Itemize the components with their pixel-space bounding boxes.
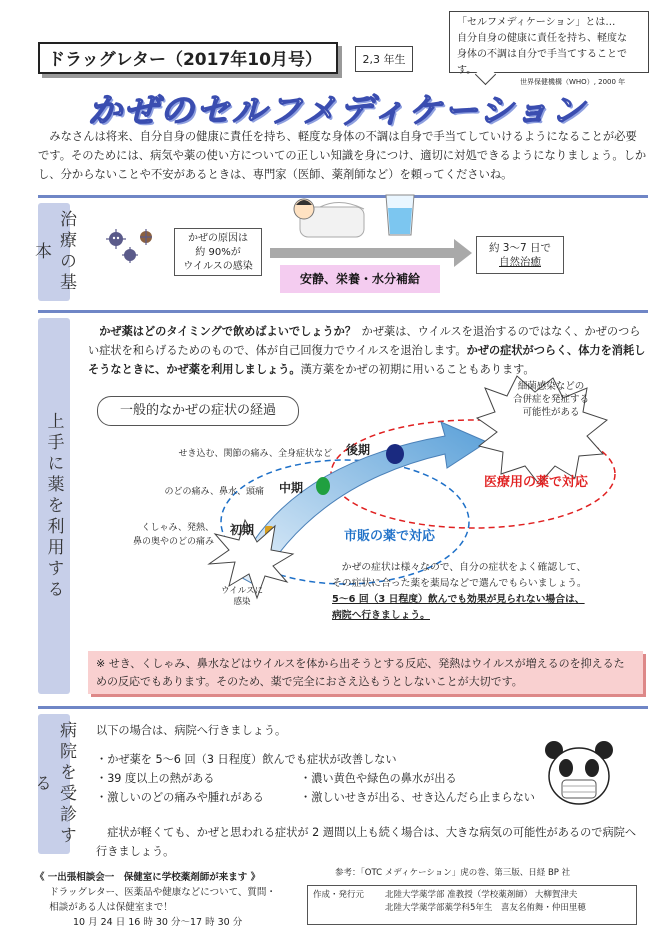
advice-warning: 病院へ行きましょう。 <box>332 610 430 621</box>
virus-infection-line: ウイルスに <box>221 586 263 596</box>
publisher-label: 作成・発行元 <box>313 890 365 900</box>
water-glass-icon <box>383 192 417 238</box>
advice-bold: かぜの症状がつらく、体力を消耗しそうなときに、かぜ薬を利用しましょう。 <box>88 344 646 376</box>
advice-block <box>332 560 642 624</box>
virus-infection-line: 感染 <box>233 597 251 607</box>
advice-line: かぜの症状は様々なので、自分の症状をよく確認して、 <box>341 562 587 573</box>
complication-line: 可能性がある <box>522 407 580 418</box>
medical-medicine-label: 医療用の薬で対応 <box>484 475 589 490</box>
section-divider <box>38 706 648 709</box>
consult-time: 10 月 24 日 16 時 30 分～17 時 30 分 <box>73 917 243 928</box>
consultation-notice <box>35 870 285 930</box>
section-label-hospital-visit: 病院を受診する <box>38 714 70 854</box>
hospital-condition-item: ・激しいせきが出る、せき込んだら止まらない <box>300 791 535 804</box>
hospital-closing: 症状が軽くても、かぜと思われる症状が 2 週間以上も続く場合は、大きな病気の可能性があるので病院へ行きましょう。 <box>96 826 637 858</box>
recovery-line: 約 3～7 日で <box>488 242 552 254</box>
publisher-box <box>307 885 637 925</box>
reference-note: 参考：「OTC メディケーション」虎の巻、第三版、日経 BP 社 <box>335 868 571 878</box>
main-title: かぜのセルフメディケーション <box>88 91 587 131</box>
symptom-early-2: 鼻の奥やのどの痛み <box>132 537 214 547</box>
hospital-lead: 以下の場合は、病院へ行きましょう。 <box>96 724 287 737</box>
stage-early: 初期 <box>230 523 255 537</box>
late-stage-marker <box>386 444 404 464</box>
virus-icon <box>100 225 170 275</box>
cause-line: かぜの原因は <box>188 233 248 244</box>
newsletter-title: ドラッグレター（2017年10月号） <box>38 42 338 74</box>
section-divider <box>38 310 648 313</box>
advice-line: その症状に合った薬を薬局などで選んでもらいましょう。 <box>332 578 587 589</box>
advice-warning: 5～6 回（3 日程度）飲んでも効果が見られない場合は、 <box>332 594 585 605</box>
complication-line: 細菌感染などの <box>517 381 585 392</box>
who-line: 自分自身の健康に責任を持ち、軽度な <box>457 33 627 44</box>
recovery-box <box>476 236 564 274</box>
consult-desc: ドラッグレター、医薬品や健康などについて、質問・相談がある人は保健室まで！ <box>49 887 276 913</box>
cause-line: 約 90%が <box>195 247 241 258</box>
masked-panda-icon <box>540 736 620 810</box>
hospital-condition-item: ・39 度以上の熱がある <box>96 772 215 785</box>
para-text: 漢方薬をかぜの初期に用いることもあります。 <box>300 363 535 376</box>
complication-label <box>506 380 596 419</box>
sleeping-person-icon <box>290 193 370 241</box>
virus-infection-label <box>217 586 267 608</box>
publisher-line: 北陸大学薬学部薬学科5年生 喜友名侑舞・仲田里穂 <box>385 903 586 913</box>
section-label-use-medicine: 上手に薬を利用する <box>38 318 70 694</box>
diagram-title: 一般的なかぜの症状の経過 <box>97 396 299 426</box>
otc-medicine-label: 市販の薬で対応 <box>344 529 436 544</box>
symptom-mid: のどの痛み、鼻水、頭痛 <box>164 487 264 497</box>
intro-paragraph: みなさんは将来、自分自身の健康に責任を持ち、軽度な身体の不調は自身で手当てしていけるようになることが必要です。そのためには、病気や薬の使い方についての正しい知識を身につけ、適切に対処できるようになりましょう。しかし、分からないことや不安があるときは、専門家（医師、薬剤師など）を頼ってくださいね。 <box>38 130 647 181</box>
hospital-condition-item: ・濃い黄色や緑色の鼻水が出る <box>300 772 457 785</box>
consult-title: 《 一出張相談会一 保健室に学校薬剤師が来ます 》 <box>35 872 261 883</box>
section-label-treatment-basics: 治療の基本 <box>38 203 70 301</box>
rest-nutrition-label: 安静、栄養・水分補給 <box>280 265 440 293</box>
who-source: 世界保健機構（WHO）, 2000 年 <box>520 78 626 86</box>
symptom-late: せき込む、関節の痛み、全身症状など <box>178 449 332 459</box>
cause-line: ウイルスの感染 <box>183 261 253 272</box>
mid-stage-marker <box>316 477 330 495</box>
symptom-early-1: くしゃみ、発熱、 <box>141 523 214 533</box>
who-line: 「セルフメディケーション」とは… <box>457 17 616 28</box>
stage-mid: 中期 <box>279 481 304 495</box>
hospital-condition-item: ・激しいのどの痛みや腫れがある <box>96 791 264 804</box>
grade-label: 2,3 年生 <box>355 46 413 72</box>
stage-late: 後期 <box>346 443 371 457</box>
para-text: かぜ薬は、ウイルスを退治するのではなく、かぜのつらい症状を和らげるためのもので、体が自己回復力でウイルスを退治します。 <box>88 325 641 357</box>
medicine-timing-paragraph <box>88 322 648 379</box>
recovery-line-underlined: 自然治癒 <box>499 256 541 268</box>
question-text: かぜ薬はどのタイミングで飲めばよいでしょうか？ <box>99 325 357 338</box>
cause-box <box>174 228 262 276</box>
who-definition-bubble <box>449 11 649 76</box>
complication-line: 合併症を発症する <box>512 394 589 405</box>
hospital-condition-item: ・かぜ薬を 5～6 回（3 日程度）飲んでも症状が改善しない <box>96 753 397 766</box>
reaction-note: ※ せき、くしゃみ、鼻水などはウイルスを体から出そうとする反応、発熱はウイルスが増えるのを抑えるための反応でもあります。そのため、薬で完全におさえ込もうとしないことが大切です。 <box>88 651 643 694</box>
publisher-line: 北陸大学薬学部 准教授（学校薬剤師） 大柳賀津夫 <box>385 890 578 900</box>
who-line: 身体の不調は自分で手当てすることです。 <box>457 49 627 76</box>
progression-arrow <box>270 248 456 258</box>
